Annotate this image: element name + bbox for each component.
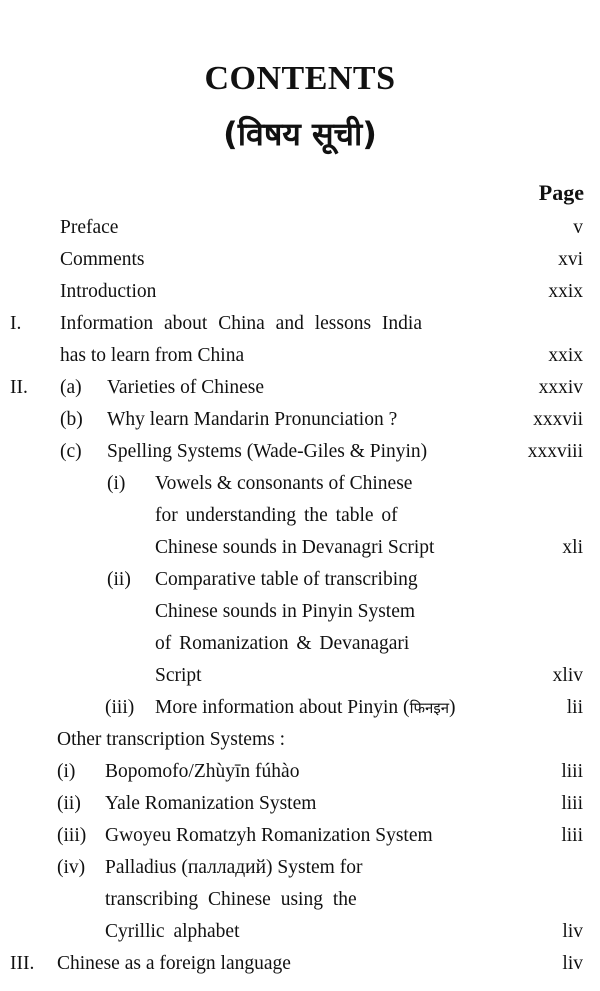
contents-title: CONTENTS: [204, 60, 396, 97]
toc-row-yale: [0, 788, 600, 820]
toc-row-section-2c-iii: [0, 692, 600, 724]
toc-entry-devanagari: फिनइन: [409, 699, 450, 717]
toc-row-bopomofo: [0, 756, 600, 788]
toc-entry-text: Palladius (палладий) System for: [105, 857, 363, 878]
toc-page-number: liv: [562, 953, 583, 974]
hindi-subtitle: (विषय सूची): [223, 115, 377, 153]
toc-sub-marker: (c): [60, 441, 82, 462]
toc-row-section-2a: [0, 372, 600, 404]
toc-entry-text: for understanding the table of: [155, 505, 398, 526]
toc-entry-text: has to learn from China: [60, 345, 245, 366]
toc-entry-text: transcribing Chinese using the: [105, 889, 357, 910]
toc-page-number: lii: [566, 697, 583, 718]
toc-entry-text: Spelling Systems (Wade-Giles & Pinyin): [107, 441, 428, 462]
toc-entry-text: Comments: [60, 249, 145, 270]
toc-page-number: liii: [561, 793, 583, 814]
toc-entry-text: Varieties of Chinese: [107, 377, 265, 398]
toc-row-section-2c-i-cont2: [0, 532, 600, 564]
toc-row-section-2c-ii-cont1: [0, 596, 600, 628]
toc-page-number: v: [573, 217, 583, 238]
toc-sub-marker: (iii): [57, 825, 87, 846]
toc-entry-text: [155, 692, 456, 724]
toc-row-section-2c-i: [0, 468, 600, 500]
toc-entry-text: Introduction: [60, 281, 157, 302]
toc-entry-text: Cyrillic alphabet: [105, 921, 240, 942]
toc-row-other-systems: [0, 724, 600, 756]
toc-entry-text: Information about China and lessons India: [60, 313, 422, 334]
toc-page-number: xxxiv: [538, 377, 583, 398]
toc-entry-text: Chinese sounds in Devanagri Script: [155, 537, 435, 558]
toc-row-section-1: [0, 308, 600, 340]
toc-row-preface: [0, 212, 600, 244]
toc-page-number: liv: [562, 921, 583, 942]
toc-page-number: liii: [561, 825, 583, 846]
toc-entry-text: Script: [155, 665, 202, 686]
toc-section-number: III.: [10, 953, 35, 974]
toc-sub-marker: (iii): [105, 697, 135, 718]
toc-entry-text-end: ): [449, 697, 456, 718]
toc-page-number: xxxviii: [527, 441, 583, 462]
toc-sub-marker: (a): [60, 377, 82, 398]
toc-section-number: I.: [10, 313, 22, 334]
toc-row-section-2b: [0, 404, 600, 436]
toc-sub-marker: (ii): [107, 569, 131, 590]
toc-entry-text: Yale Romanization System: [105, 793, 317, 814]
toc-page-number: xxxvii: [533, 409, 583, 430]
toc-entry-text: Gwoyeu Romatzyh Romanization System: [105, 825, 433, 846]
toc-page-number: xvi: [558, 249, 583, 270]
toc-entry-text: Chinese as a foreign language: [57, 953, 291, 974]
toc-entry-text: Bopomofo/Zhùyīn fúhào: [105, 761, 300, 782]
toc-row-section-2c-ii-cont2: [0, 628, 600, 660]
toc-page-number: xliv: [552, 665, 583, 686]
toc-sub-marker: (iv): [57, 857, 86, 878]
toc-row-section-2c: [0, 436, 600, 468]
toc-entry-text: Other transcription Systems :: [57, 729, 286, 750]
toc-entry-text: Vowels & consonants of Chinese: [155, 473, 413, 494]
toc-sub-marker: (i): [107, 473, 126, 494]
toc-row-palladius-cont2: [0, 916, 600, 948]
toc-row-introduction: [0, 276, 600, 308]
toc-entry-text: Comparative table of transcribing: [155, 569, 418, 590]
toc-page-number: xxix: [548, 345, 583, 366]
toc-row-section-1-cont: [0, 340, 600, 372]
toc-row-section-3: [0, 948, 600, 980]
toc-row-section-2c-ii: [0, 564, 600, 596]
toc-row-section-2c-i-cont1: [0, 500, 600, 532]
page-column-header: Page: [538, 180, 584, 205]
toc-entry-text: of Romanization & Devanagari: [155, 633, 410, 654]
toc-sub-marker: (b): [60, 409, 83, 430]
toc-row-palladius: [0, 852, 600, 884]
toc-sub-marker: (i): [57, 761, 76, 782]
toc-entry-text-main: More information about Pinyin (: [155, 697, 410, 718]
toc-row-comments: [0, 244, 600, 276]
toc-page-number: xli: [562, 537, 583, 558]
toc-entry-text: Chinese sounds in Pinyin System: [155, 601, 416, 622]
toc-sub-marker: (ii): [57, 793, 81, 814]
toc-row-palladius-cont1: [0, 884, 600, 916]
toc-section-number: II.: [10, 377, 28, 398]
toc-row-section-2c-ii-cont3: [0, 660, 600, 692]
toc-page-number: liii: [561, 761, 583, 782]
toc-entry-text: Why learn Mandarin Pronunciation ?: [107, 409, 398, 430]
toc-page-number: xxix: [548, 281, 583, 302]
toc-entry-text: Preface: [60, 217, 119, 238]
toc-row-gwoyeu: [0, 820, 600, 852]
